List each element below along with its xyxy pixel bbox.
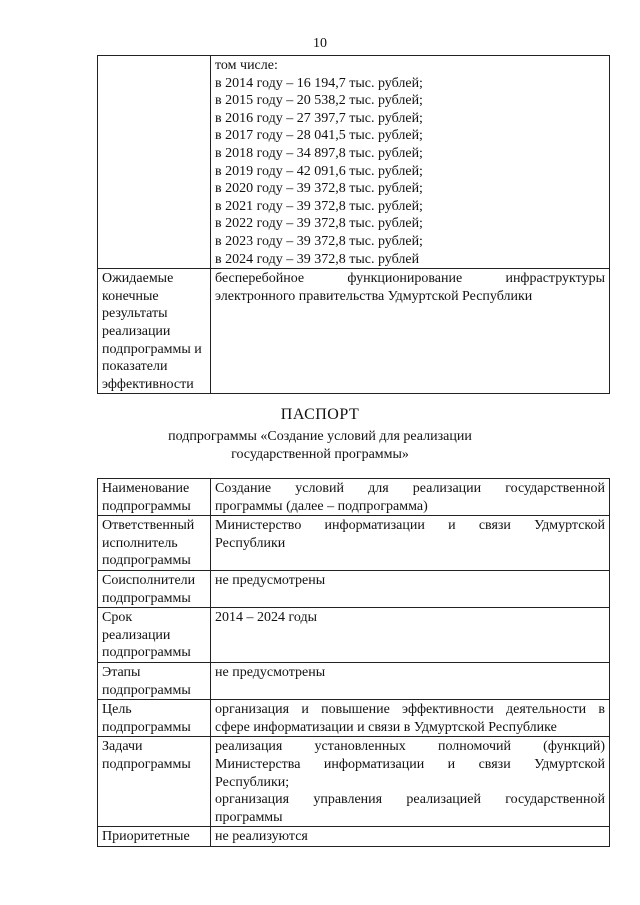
- row-label-line: Ответственный: [102, 518, 195, 534]
- results-label-line: конечные: [102, 288, 159, 304]
- table-row: [98, 700, 610, 737]
- passport-subtitle: подпрограммы «Создание условий для реализации: [168, 429, 472, 444]
- row-label-line: Срок: [102, 610, 133, 626]
- table-row: [98, 56, 610, 269]
- funding-table: [97, 55, 610, 394]
- executor-label-cell: [98, 516, 211, 571]
- row-value-line: не предусмотрены: [215, 664, 326, 680]
- table-row: [98, 479, 610, 516]
- row-value-line: программы: [215, 809, 283, 825]
- row-label-line: подпрограммы: [102, 645, 191, 661]
- page-number: 10: [313, 36, 327, 51]
- term-label-cell: [98, 608, 211, 663]
- coexecutors-label-cell: [98, 570, 211, 607]
- row-value-line: организация и повышение эффективности деятельности в: [215, 702, 605, 718]
- name-value-cell: [211, 479, 610, 516]
- executor-value-cell: [211, 516, 610, 571]
- funding-year-2016: в 2016 году – 27 397,7 тыс. рублей;: [215, 110, 423, 126]
- row-label-line: подпрограммы: [102, 498, 191, 514]
- funding-year-2018: в 2018 году – 34 897,8 тыс. рублей;: [215, 145, 423, 161]
- results-label-line: Ожидаемые: [102, 271, 174, 287]
- row-value-line: программы (далее – подпрограмма): [215, 498, 428, 514]
- funding-year-2019: в 2019 году – 42 091,6 тыс. рублей;: [215, 163, 423, 179]
- term-value-cell: [211, 608, 610, 663]
- row-value-line: реализация установленных полномочий (функций): [215, 739, 605, 755]
- funding-year-2020: в 2020 году – 39 372,8 тыс. рублей;: [215, 181, 423, 197]
- row-label-line: подпрограммы: [102, 756, 191, 772]
- row-value-line: организация управления реализацией государственной: [215, 792, 605, 808]
- table-row: [98, 737, 610, 827]
- funding-year-2021: в 2021 году – 39 372,8 тыс. рублей;: [215, 198, 423, 214]
- row-value-line: Республики;: [215, 774, 290, 790]
- tasks-label-cell: [98, 737, 211, 827]
- row-label-line: подпрограммы: [102, 590, 191, 606]
- funding-year-2017: в 2017 году – 28 041,5 тыс. рублей;: [215, 128, 423, 144]
- funding-year-2014: в 2014 году – 16 194,7 тыс. рублей;: [215, 75, 423, 91]
- row-label-line: Цель: [102, 702, 132, 718]
- funding-year-2023: в 2023 году – 39 372,8 тыс. рублей;: [215, 233, 423, 249]
- funding-year-2022: в 2022 году – 39 372,8 тыс. рублей;: [215, 216, 423, 232]
- priority-value-cell: [211, 827, 610, 847]
- stages-value-cell: [211, 662, 610, 699]
- row-value-line: не предусмотрены: [215, 572, 326, 588]
- row-label-line: Соисполнители: [102, 572, 196, 588]
- row-value-line: сфере информатизации и связи в Удмуртской Республике: [215, 719, 557, 735]
- row-value-line: Республики: [215, 535, 286, 551]
- row-label-line: исполнитель: [102, 535, 178, 551]
- passport-title: ПАСПОРТ: [280, 406, 360, 423]
- funding-years-cell: [211, 56, 610, 269]
- row-value-line: не реализуются: [215, 829, 308, 845]
- name-label-cell: [98, 479, 211, 516]
- row-label-line: подпрограммы: [102, 719, 191, 735]
- row-label-line: подпрограммы: [102, 682, 191, 698]
- results-label-line: реализации: [102, 323, 171, 339]
- results-label-line: эффективности: [102, 376, 194, 392]
- results-value-cell: [211, 269, 610, 394]
- results-label-line: показатели: [102, 359, 168, 375]
- row-value-line: 2014 – 2024 годы: [215, 610, 318, 626]
- row-value-line: Создание условий для реализации государственной: [215, 481, 605, 496]
- funding-intro: том числе:: [215, 58, 278, 73]
- passport-table: [97, 478, 610, 847]
- priority-label-cell: [98, 827, 211, 847]
- results-label-cell: [98, 269, 211, 394]
- results-value-line: электронного правительства Удмуртской Республики: [215, 288, 533, 304]
- table-row: [98, 516, 610, 571]
- funding-year-2015: в 2015 году – 20 538,2 тыс. рублей;: [215, 93, 423, 109]
- row-label-line: реализации: [102, 627, 171, 643]
- funding-year-2024: в 2024 году – 39 372,8 тыс. рублей: [215, 251, 420, 267]
- goal-value-cell: [211, 700, 610, 737]
- stages-label-cell: [98, 662, 211, 699]
- goal-label-cell: [98, 700, 211, 737]
- row-value-line: Министерства информатизации и связи Удмуртской: [215, 756, 605, 772]
- table-row: [98, 608, 610, 663]
- passport-subtitle: государственной программы»: [231, 447, 409, 462]
- table-row: [98, 662, 610, 699]
- row-label-line: Приоритетные: [102, 829, 190, 845]
- row-label-line: Наименование: [102, 481, 190, 496]
- results-label-line: подпрограммы и: [102, 341, 202, 357]
- results-label-line: результаты: [102, 306, 168, 322]
- row-label-line: подпрограммы: [102, 553, 191, 569]
- results-value-line: бесперебойное функционирование инфраструктуры: [215, 271, 605, 287]
- table-row: [98, 570, 610, 607]
- row-label-line: Этапы: [102, 664, 141, 680]
- empty-label-cell: [98, 56, 211, 269]
- table-row: [98, 827, 610, 847]
- row-value-line: Министерство информатизации и связи Удмуртской: [215, 518, 605, 534]
- table-row: [98, 269, 610, 394]
- row-label-line: Задачи: [102, 739, 143, 755]
- tasks-value-cell: [211, 737, 610, 827]
- coexecutors-value-cell: [211, 570, 610, 607]
